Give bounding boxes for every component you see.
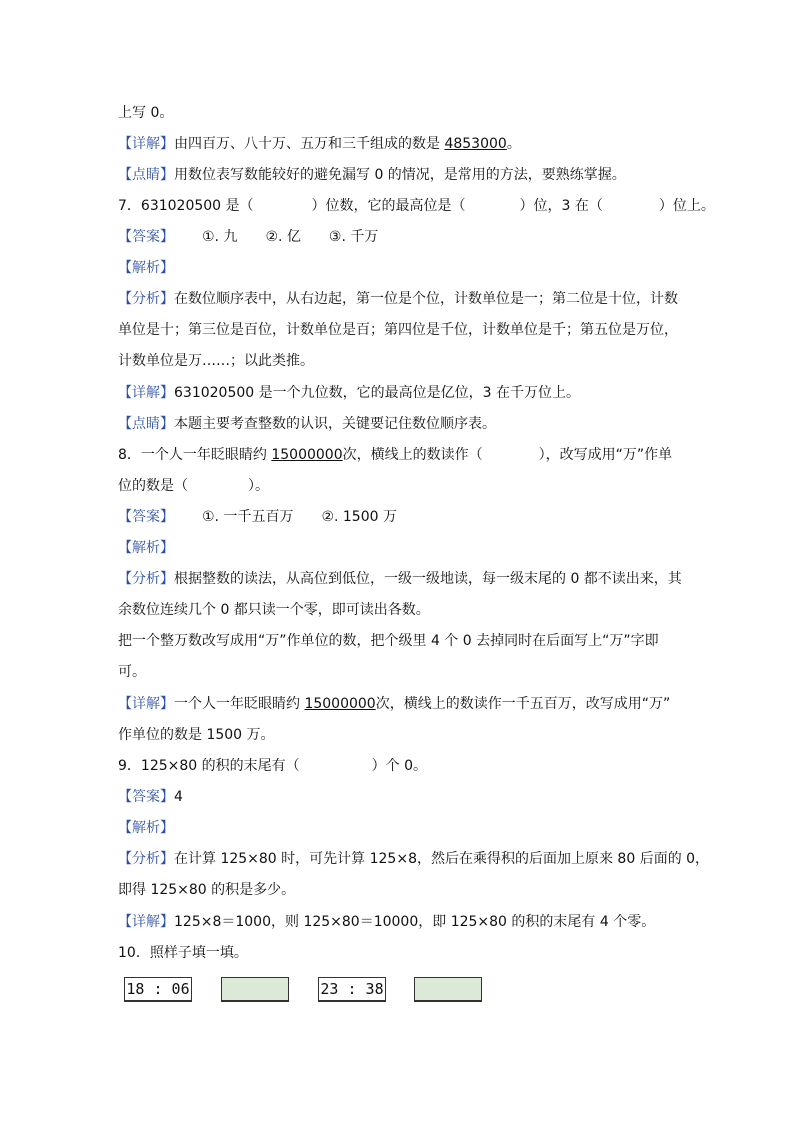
- detail-tag: 【详解】: [118, 696, 174, 712]
- clock-display: 23 : 38: [318, 977, 386, 1002]
- analysis-line: 把一个整万数改写成用“万”作单位的数，把个级里 4 个 0 去掉同时在后面写上“万”字即: [118, 633, 659, 649]
- comment-line: 【点睛】用数位表写数能较好的避免漏写 0 的情况，是常用的方法，要熟练掌握。: [118, 167, 626, 183]
- clock-answer-box[interactable]: [221, 977, 289, 1002]
- analysis-line: 【分析】在数位顺序表中，从右边起，第一位是个位，计数单位是一；第二位是十位，计数: [118, 291, 678, 307]
- analysis-line: 可。: [118, 664, 146, 680]
- underlined-number: 4853000: [444, 136, 507, 152]
- analysis-tag: 【解析】: [118, 540, 174, 556]
- text-line: 上写 0。: [118, 105, 174, 121]
- answer-line: 【答案】 ①. 一千五百万 ②. 1500 万: [118, 509, 397, 525]
- answer-tag: 【答案】: [118, 229, 174, 245]
- detail-line: 作单位的数是 1500 万。: [118, 727, 275, 743]
- analysis-label: 【分析】: [118, 851, 174, 867]
- comment-tag: 【点睛】: [118, 416, 174, 432]
- detail-line: 【详解】125×8＝1000，则 125×80＝10000，即 125×80 的积的末尾有 4 个零。: [118, 914, 656, 930]
- question-10: 10．照样子填一填。: [118, 945, 248, 961]
- clock-display-example: 18 : 06: [124, 977, 192, 1002]
- detail-tag: 【详解】: [118, 136, 174, 152]
- analysis-label: 【分析】: [118, 571, 174, 587]
- answer-line: 【答案】 ①. 九 ②. 亿 ③. 千万: [118, 229, 379, 245]
- question-9: 9．125×80 的积的末尾有（ ）个 0。: [118, 758, 427, 774]
- analysis-line: 余数位连续几个 0 都只读一个零，即可读出各数。: [118, 602, 430, 618]
- analysis-tag: 【解析】: [118, 260, 174, 276]
- detail-tag: 【详解】: [118, 914, 174, 930]
- analysis-tag: 【解析】: [118, 820, 174, 836]
- answer-line: 【答案】4: [118, 789, 183, 805]
- analysis-line: 计数单位是万……；以此类推。: [118, 353, 314, 369]
- analysis-line: 单位是十；第三位是百位，计数单位是百；第四位是千位，计数单位是千；第五位是万位，: [118, 322, 678, 338]
- underlined-number: 15000000: [304, 696, 376, 712]
- analysis-line: 【分析】在计算 125×80 时，可先计算 125×8，然后在乘得积的后面加上原来 80 后面的 0，: [118, 851, 710, 867]
- question-8-cont: 位的数是（ ）。: [118, 478, 269, 494]
- question-8: 8．一个人一年眨眼睛约 15000000次，横线上的数读作（ ），改写成用“万”作单: [118, 447, 673, 463]
- answer-tag: 【答案】: [118, 509, 174, 525]
- analysis-line: 即得 125×80 的积是多少。: [118, 882, 296, 898]
- detail-line: 【详解】由四百万、八十万、五万和三千组成的数是 4853000。: [118, 136, 521, 152]
- analysis-label: 【分析】: [118, 291, 174, 307]
- detail-line: 【详解】一个人一年眨眼睛约 15000000次，横线上的数读作一千五百万，改写成用“万”: [118, 696, 671, 712]
- detail-line: 【详解】631020500 是一个九位数，它的最高位是亿位，3 在千万位上。: [118, 385, 580, 401]
- underlined-number: 15000000: [271, 447, 343, 463]
- comment-tag: 【点睛】: [118, 167, 174, 183]
- answer-tag: 【答案】: [118, 789, 174, 805]
- clock-answer-box[interactable]: [414, 977, 482, 1002]
- detail-tag: 【详解】: [118, 385, 174, 401]
- question-7: 7．631020500 是（ ）位数，它的最高位是（ ）位，3 在（ ）位上。: [118, 198, 715, 214]
- analysis-line: 【分析】根据整数的读法，从高位到低位，一级一级地读，每一级末尾的 0 都不读出来，其: [118, 571, 682, 587]
- comment-line: 【点睛】本题主要考查整数的认识，关键要记住数位顺序表。: [118, 416, 496, 432]
